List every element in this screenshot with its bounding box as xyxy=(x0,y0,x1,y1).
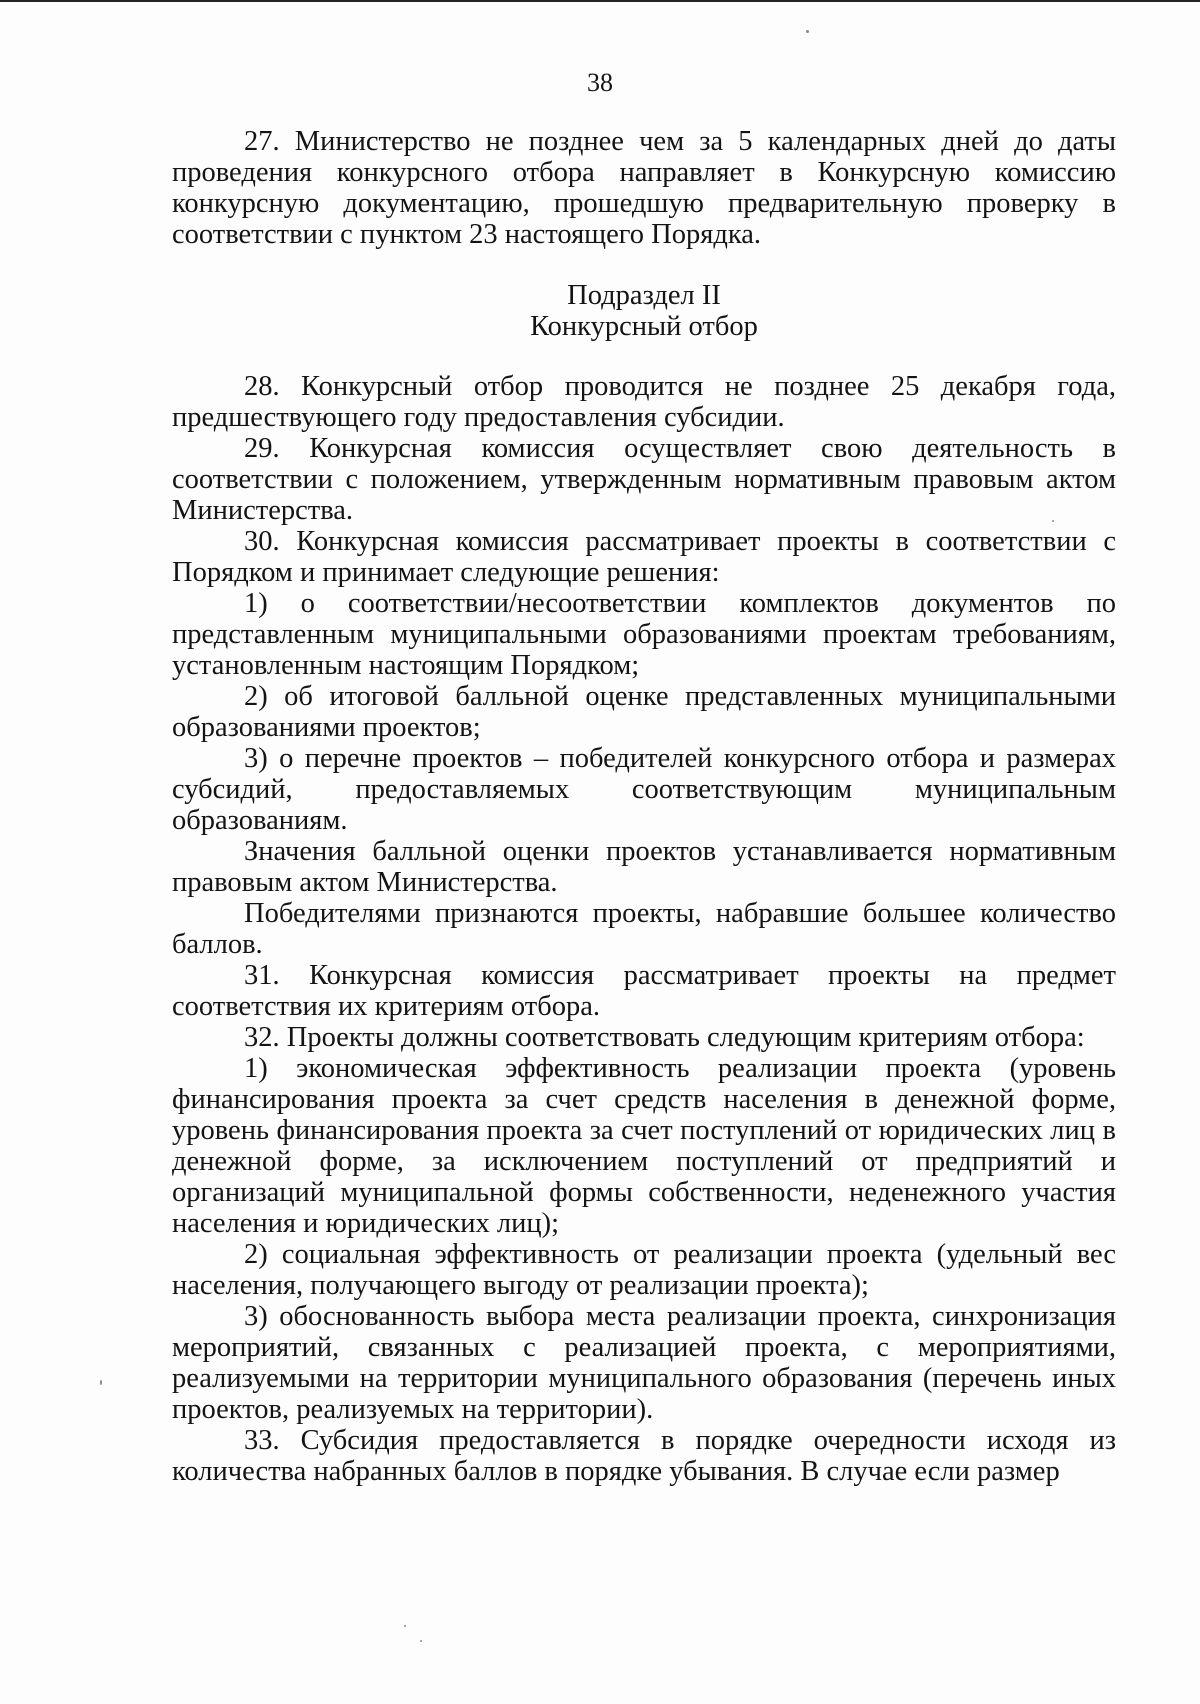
paragraph-32-item-1: 1) экономическая эффективность реализации проекта (уровень финансирования проекта за счет средств населения в денежной форме, уровень финансирования проекта за счет поступлений от юридических лиц в денежной форме, за исключением поступлений от предприятий и организаций муниципальной формы собственности, неденежного участия населения и юридических лиц); xyxy=(172,1053,1116,1239)
scan-speck xyxy=(806,30,809,33)
scan-top-edge xyxy=(0,0,1200,2)
paragraph-30: 30. Конкурсная комиссия рассматривает проекты в соответствии с Порядком и принимает следующие решения: xyxy=(172,526,1116,588)
paragraph-30-item-2: 2) об итоговой балльной оценке представленных муниципальными образованиями проектов; xyxy=(172,681,1116,743)
page-number: 38 xyxy=(587,68,613,97)
scan-speck xyxy=(100,1380,102,1385)
document-body xyxy=(172,126,1116,1487)
paragraph-scoring-values: Значения балльной оценки проектов устанавливается нормативным правовым актом Министерства. xyxy=(172,836,1116,898)
paragraph-winners: Победителями признаются проекты, набравшие большее количество баллов. xyxy=(172,898,1116,960)
subsection-number: Подраздел II xyxy=(567,280,721,311)
subsection-title: Конкурсный отбор xyxy=(530,311,758,342)
scan-speck xyxy=(420,1640,422,1642)
paragraph-32-item-2: 2) социальная эффективность от реализации проекта (удельный вес населения, получающего выгоду от реализации проекта); xyxy=(172,1239,1116,1301)
paragraph-30-item-3: 3) о перечне проектов – победителей конкурсного отбора и размерах субсидий, предоставляемых соответствующим муниципальным образованиям. xyxy=(172,743,1116,836)
paragraph-29: 29. Конкурсная комиссия осуществляет свою деятельность в соответствии с положением, утвержденным нормативным правовым актом Министерства. xyxy=(172,433,1116,526)
paragraph-30-item-1: 1) о соответствии/несоответствии комплектов документов по представленным муниципальными образованиями проектам требованиям, установленным настоящим Порядком; xyxy=(172,588,1116,681)
paragraph-33: 33. Субсидия предоставляется в порядке очередности исходя из количества набранных баллов в порядке убывания. В случае если размер xyxy=(172,1425,1116,1487)
scan-speck xyxy=(1052,520,1054,522)
spacer xyxy=(172,250,1116,280)
scan-speck xyxy=(404,1625,406,1627)
paragraph-31: 31. Конкурсная комиссия рассматривает проекты на предмет соответствия их критериям отбора. xyxy=(172,960,1116,1022)
paragraph-27: 27. Министерство не позднее чем за 5 календарных дней до даты проведения конкурсного отбора направляет в Конкурсную комиссию конкурсную документацию, прошедшую предварительную проверку в соответствии с пунктом 23 настоящего Порядка. xyxy=(172,126,1116,250)
paragraph-32-item-3: 3) обоснованность выбора места реализации проекта, синхронизация мероприятий, связанных с реализацией проекта, с мероприятиями, реализуемыми на территории муниципального образования (перечень иных проектов, реализуемых на территории). xyxy=(172,1301,1116,1425)
spacer xyxy=(172,342,1116,371)
paragraph-28: 28. Конкурсный отбор проводится не позднее 25 декабря года, предшествующего году предоставления субсидии. xyxy=(172,371,1116,433)
paragraph-32: 32. Проекты должны соответствовать следующим критериям отбора: xyxy=(244,1022,1085,1053)
